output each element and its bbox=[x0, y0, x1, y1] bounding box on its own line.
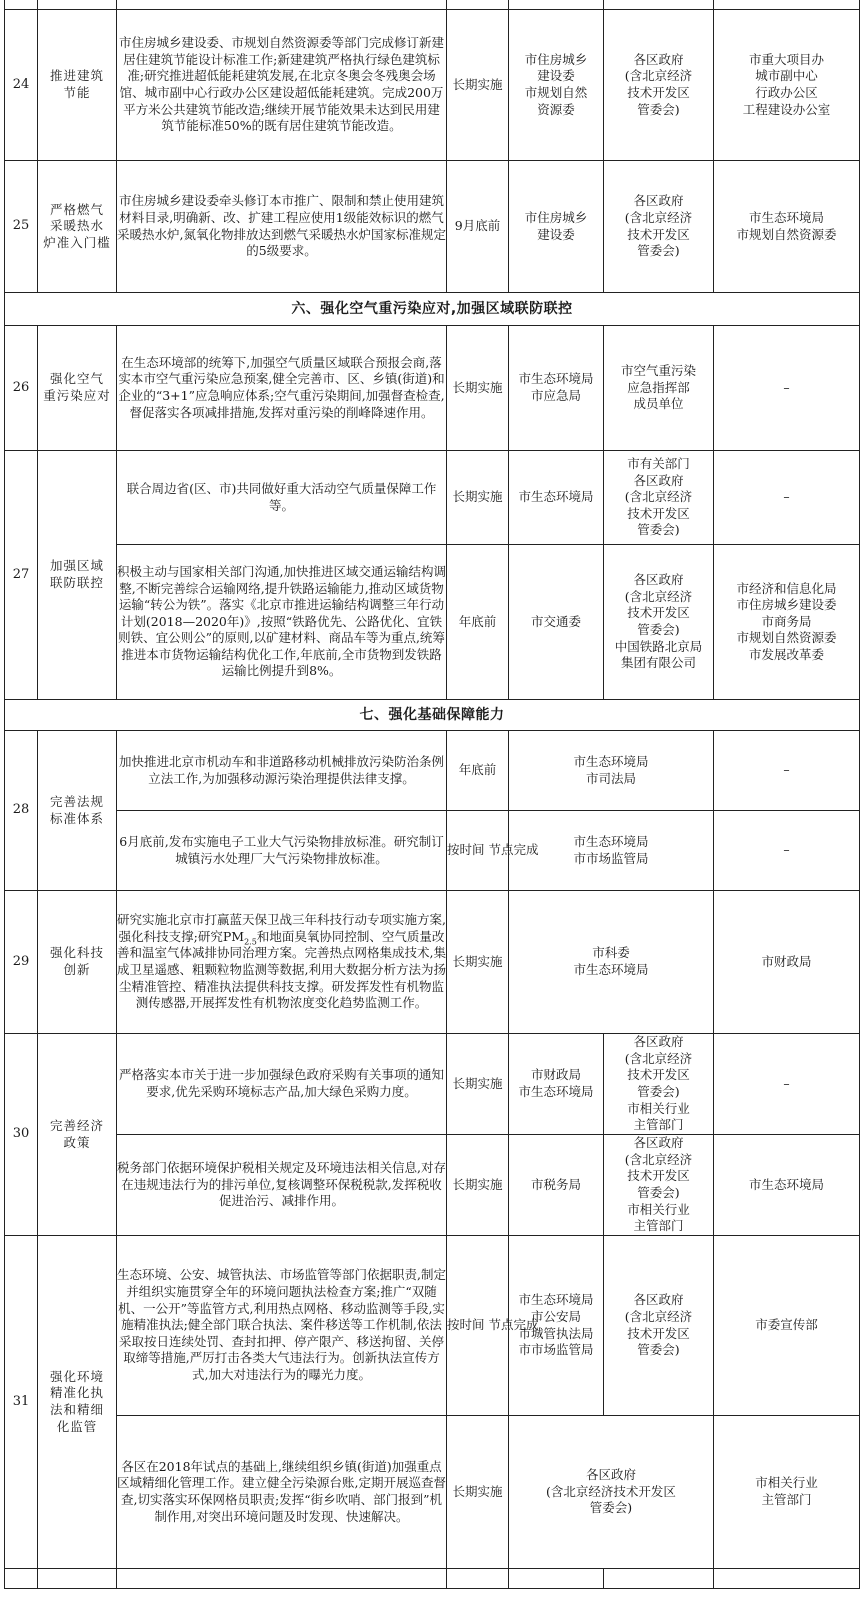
description-text: 生态环境、公安、城管执法、市场监管等部门依据职责,制定并组织实施贯穿全年的环境问题执法检查方案;推广“双随机、一公开”等监管方式,利用热点网格、移动监测等手段,实施精准执法;健全部门联合执法、案件移送等工作机制,依法采取按日连续处罚、查封扣押、停产限产、移送拘留、关停取缔等措施,严厉打击各类大气违法行为。创新执法宣传方式,加大对违法行为的曝光力度。 bbox=[117, 1267, 446, 1382]
task-name: 完善经济 政策 bbox=[38, 1034, 117, 1236]
cooperating-unit: – bbox=[714, 1034, 860, 1135]
cooperating-unit: – bbox=[714, 451, 860, 545]
cooperating-unit: 市相关行业 主管部门 bbox=[714, 1416, 860, 1569]
row-number: 24 bbox=[5, 10, 38, 161]
time-frame: 长期实施 bbox=[447, 891, 509, 1034]
time-frame: 年底前 bbox=[447, 731, 509, 811]
cooperating-unit: – bbox=[714, 811, 860, 891]
cooperating-unit: 市委宣传部 bbox=[714, 1236, 860, 1416]
section-header-row bbox=[5, 700, 860, 731]
lead-department: 市住房城乡 建设委 bbox=[509, 161, 604, 293]
table-row bbox=[5, 1034, 860, 1135]
task-description bbox=[117, 451, 447, 545]
time-frame: 长期实施 bbox=[447, 1135, 509, 1236]
task-description bbox=[117, 1416, 447, 1569]
description-text: 和地面臭氧协同控制、空气质量改善和温室气体减排协同治理方案。完善热点网格集成技术,集成卫星遥感、粗颗粒物监测等数据,利用大数据分析方法为扬尘精准管控、精准执法提供科技支撑。研发挥发性有机物监测传感器,开展挥发性有机物浓度变化趋势监测工作。 bbox=[117, 928, 446, 1011]
cooperating-unit: – bbox=[714, 326, 860, 451]
time-frame: 长期实施 bbox=[447, 10, 509, 161]
task-name: 完善法规 标准体系 bbox=[38, 731, 117, 891]
lead-department: 各区政府 (含北京经济技术开发区 管委会) bbox=[509, 1416, 714, 1569]
row-number: 25 bbox=[5, 161, 38, 293]
table-row bbox=[5, 10, 860, 161]
cooperating-unit: – bbox=[714, 731, 860, 811]
task-name: 推进建筑 节能 bbox=[38, 10, 117, 161]
responsible-unit: 市空气重污染 应急指挥部 成员单位 bbox=[604, 326, 714, 451]
section-title: 七、强化基础保障能力 bbox=[5, 700, 860, 731]
description-text: 加快推进北京市机动车和非道路移动机械排放污染防治条例立法工作,为加强移动源污染治理提供法律支撑。 bbox=[118, 753, 444, 786]
lead-department: 市生态环境局 市公安局 市城管执法局 市市场监管局 bbox=[509, 1236, 604, 1416]
cooperating-unit: 市经济和信息化局 市住房城乡建设委 市商务局 市规划自然资源委 市发展改革委 bbox=[714, 545, 860, 700]
responsible-unit: 各区政府 (含北京经济 技术开发区 管委会) bbox=[604, 161, 714, 293]
lead-department: 市生态环境局 市应急局 bbox=[509, 326, 604, 451]
description-text: 积极主动与国家相关部门沟通,加快推进区域交通运输结构调整,不断完善综合运输网络,提升铁路运输能力,推动区域货物运输“转公为铁”。落实《北京市推进运输结构调整三年行动计划(2018—2020年)》,按照“铁路优先、公路优化、宜铁则铁、宜公则公”的原则,以矿建材料、商品车等为重点,统筹推进本市货物运输结构优化工作,年底前,全市货物到发铁路运输比例提升到8%。 bbox=[117, 563, 446, 679]
table-row bbox=[5, 731, 860, 811]
lead-department: 市科委 市生态环境局 bbox=[509, 891, 714, 1034]
table-row bbox=[5, 0, 860, 10]
description-text: 研究实施北京市打赢蓝天保卫战三年科技行动专项实施方案,强化科技支撑;研究 bbox=[117, 912, 446, 944]
cooperating-unit: 市生态环境局 市规划自然资源委 bbox=[714, 161, 860, 293]
row-number: 26 bbox=[5, 326, 38, 451]
time-frame: 按时间 节点完成 bbox=[447, 811, 509, 891]
pm-label: PM bbox=[222, 928, 245, 944]
lead-department: 市财政局 市生态环境局 bbox=[509, 1034, 604, 1135]
row-number: 31 bbox=[5, 1236, 38, 1569]
description-text: 6月底前,发布实施电子工业大气污染物排放标准。研究制订城镇污水处理厂大气污染物排放标准。 bbox=[119, 833, 444, 866]
task-description bbox=[117, 891, 447, 1034]
table-row bbox=[5, 1236, 860, 1416]
task-name: 强化空气 重污染应对 bbox=[38, 326, 117, 451]
task-name: 强化科技 创新 bbox=[38, 891, 117, 1034]
time-frame: 9月底前 bbox=[447, 161, 509, 293]
description-text: 联合周边省(区、市)共同做好重大活动空气质量保障工作等。 bbox=[126, 480, 437, 513]
responsible-unit: 各区政府 (含北京经济 技术开发区 管委会) 市相关行业 主管部门 bbox=[604, 1034, 714, 1135]
cooperating-unit: 市生态环境局 bbox=[714, 1135, 860, 1236]
description-text: 严格落实本市关于进一步加强绿色政府采购有关事项的通知要求,优先采购环境标志产品,加大绿色采购力度。 bbox=[118, 1067, 444, 1099]
lead-department: 市生态环境局 bbox=[509, 451, 604, 545]
table-row bbox=[5, 891, 860, 1034]
cooperating-unit: 市财政局 bbox=[714, 891, 860, 1034]
task-description bbox=[117, 811, 447, 891]
table-row bbox=[5, 811, 860, 891]
table-row bbox=[5, 451, 860, 545]
lead-department: 市税务局 bbox=[509, 1135, 604, 1236]
task-name: 严格燃气 采暖热水 炉准入门槛 bbox=[38, 161, 117, 293]
task-description bbox=[117, 10, 447, 161]
cooperating-unit: 市重大项目办 城市副中心 行政办公区 工程建设办公室 bbox=[714, 10, 860, 161]
time-frame: 按时间 节点完成 bbox=[447, 1236, 509, 1416]
time-frame: 长期实施 bbox=[447, 1416, 509, 1569]
task-name: 强化环境 精准化执 法和精细 化监管 bbox=[38, 1236, 117, 1569]
task-description bbox=[117, 161, 447, 293]
row-number: 29 bbox=[5, 891, 38, 1034]
task-description bbox=[117, 731, 447, 811]
responsible-unit: 各区政府 (含北京经济 技术开发区 管委会) bbox=[604, 1236, 714, 1416]
lead-department: 市交通委 bbox=[509, 545, 604, 700]
table-row bbox=[5, 1416, 860, 1569]
description-text: 在生态环境部的统筹下,加强空气质量区域联合预报会商,落实本市空气重污染应急预案,健全完善市、区、乡镇(街道)和企业的“3+1”应急响应体系;空气重污染期间,加强督查检查,督促落实各项减排措施,发挥对重污染的削峰降速作用。 bbox=[118, 354, 445, 420]
table-row bbox=[5, 161, 860, 293]
responsible-unit: 各区政府 (含北京经济 技术开发区 管委会) bbox=[604, 10, 714, 161]
lead-department: 市生态环境局 市司法局 bbox=[509, 731, 714, 811]
row-number: 28 bbox=[5, 731, 38, 891]
time-frame: 长期实施 bbox=[447, 326, 509, 451]
responsible-unit: 各区政府 (含北京经济 技术开发区 管委会) 市相关行业 主管部门 bbox=[604, 1135, 714, 1236]
description-text: 税务部门依据环境保护税相关规定及环境违法相关信息,对存在违规违法行为的排污单位,复核调整环保税税款,发挥税收促进治污、减排作用。 bbox=[117, 1160, 446, 1209]
table-row bbox=[5, 326, 860, 451]
description-text: 市住房城乡建设委牵头修订本市推广、限制和禁止使用建筑材料目录,明确新、改、扩建工程应使用1级能效标识的燃气采暖热水炉,氮氧化物排放达到燃气采暖热水炉国家标准规定的5级要求。 bbox=[117, 193, 446, 259]
table-row bbox=[5, 1569, 860, 1589]
lead-department: 市住房城乡 建设委 市规划自然 资源委 bbox=[509, 10, 604, 161]
description-text: 市住房城乡建设委、市规划自然资源委等部门完成修订新建居住建筑节能设计标准工作;新建建筑严格执行绿色建筑标准;研究推进超低能耗建筑发展,在北京冬奥会冬残奥会场馆、城市副中心行政办公区建设超低能耗建筑。完成200万平方米公共建筑节能改造;继续开展节能效果未达到民用建筑节能标准50%的既有居住建筑节能改造。 bbox=[118, 35, 444, 134]
table-row bbox=[5, 545, 860, 700]
pm-subscript: 2.5 bbox=[244, 937, 257, 947]
time-frame: 长期实施 bbox=[447, 451, 509, 545]
task-name: 加强区域 联防联控 bbox=[38, 451, 117, 700]
time-frame: 长期实施 bbox=[447, 1034, 509, 1135]
task-description bbox=[117, 326, 447, 451]
responsible-unit: 各区政府 (含北京经济 技术开发区 管委会) 中国铁路北京局 集团有限公司 bbox=[604, 545, 714, 700]
description-text: 各区在2018年试点的基础上,继续组织乡镇(街道)加强重点区域精细化管理工作。建立健全污染源台账,定期开展巡查督查,切实落实环保网格员职责;发挥“街乡吹哨、部门报到”机制作用,对突出环境问题及时发现、快速解决。 bbox=[117, 1458, 446, 1524]
row-number: 30 bbox=[5, 1034, 38, 1236]
time-frame: 年底前 bbox=[447, 545, 509, 700]
pm25-term bbox=[222, 928, 257, 947]
task-description bbox=[117, 545, 447, 700]
measures-table bbox=[4, 0, 860, 1589]
task-description bbox=[117, 1135, 447, 1236]
lead-department: 市生态环境局 市市场监管局 bbox=[509, 811, 714, 891]
section-title: 六、强化空气重污染应对,加强区域联防联控 bbox=[5, 293, 860, 326]
task-description bbox=[117, 1034, 447, 1135]
responsible-unit: 市有关部门 各区政府 (含北京经济 技术开发区 管委会) bbox=[604, 451, 714, 545]
row-number: 27 bbox=[5, 451, 38, 700]
table-row bbox=[5, 1135, 860, 1236]
section-header-row bbox=[5, 293, 860, 326]
task-description bbox=[117, 1236, 447, 1416]
